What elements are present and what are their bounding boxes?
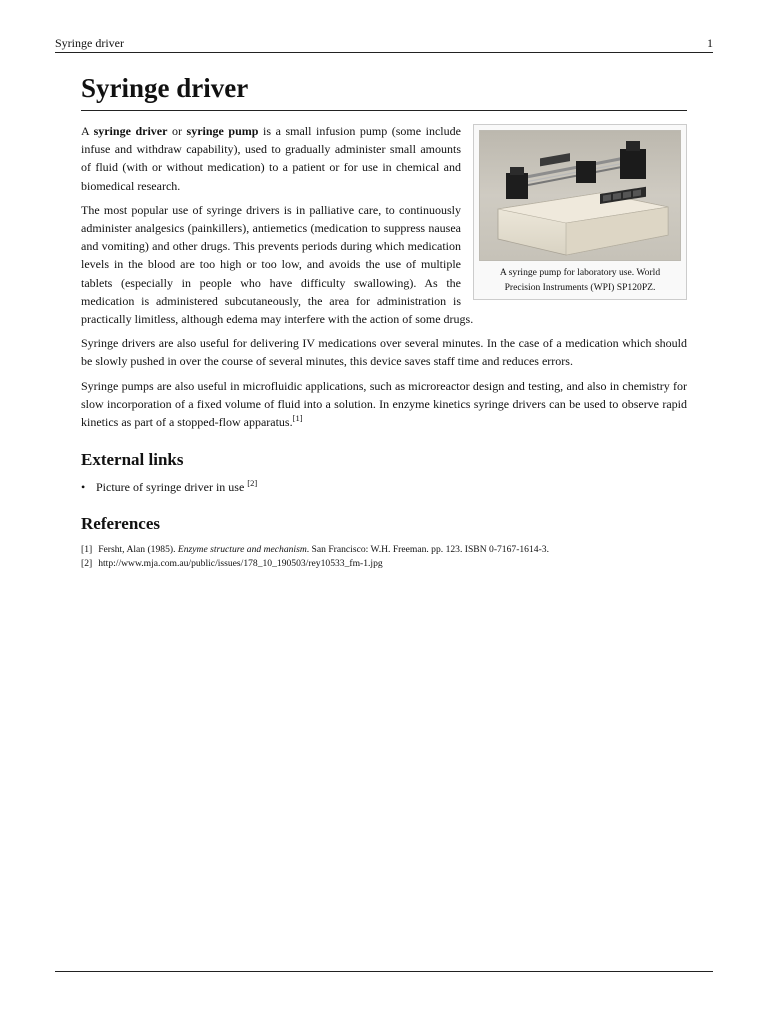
page-number: 1: [707, 36, 713, 50]
references-heading: References: [81, 514, 160, 534]
intro-rest: is a small infusion pump (some include infuse and withdraw capability), used to gradually administer small amounts of fluid (with or without medication) to a patient or for use in chemical and biomedical research.: [81, 124, 461, 193]
figure: [473, 124, 687, 300]
external-links-heading: External links: [81, 450, 184, 470]
references-list: [81, 543, 687, 570]
reference-title: Enzyme structure and mechanism: [177, 544, 307, 556]
syringe-pump-photo[interactable]: [479, 130, 681, 261]
page-title: Syringe driver: [81, 68, 687, 111]
bullet: •: [81, 480, 86, 495]
syringe-pump-illustration: [480, 131, 680, 260]
external-link-item: [81, 478, 687, 495]
reference-author: Fersht, Alan (1985).: [98, 544, 178, 556]
term-syringe-driver: syringe driver: [93, 124, 168, 138]
citation-link-1[interactable]: [1]: [292, 413, 303, 424]
figure-caption: A syringe pump for laboratory use. World Precision Instruments (WPI) SP120PZ.: [499, 267, 661, 293]
reference-number: [2]: [81, 557, 93, 569]
intro-prefix: A: [81, 124, 94, 138]
iv-paragraph: Syringe drivers are also useful for delivering IV medications over several minutes. In the case of a medication which should be slowly pushed in over the course of several minutes, this device saves staff time and reduces errors.: [81, 336, 687, 369]
external-links-list: [81, 479, 687, 495]
external-link-picture[interactable]: Picture of syringe driver in use: [96, 480, 245, 495]
reference-publisher: . San Francisco: W.H. Freeman. pp. 123. ISBN 0-7167-1614-3.: [306, 544, 549, 556]
reference-item: [81, 557, 687, 571]
reference-number: [1]: [81, 544, 93, 556]
reference-item: [81, 543, 687, 557]
running-header: [55, 36, 713, 53]
citation-link-2[interactable]: [2]: [247, 478, 258, 489]
microfluidic-paragraph: [81, 377, 687, 432]
reference-url[interactable]: http://www.mja.com.au/public/issues/178_10_190503/rey10533_fm-1.jpg: [98, 557, 383, 569]
microfluidic-text: Syringe pumps are also useful in microfluidic applications, such as microreactor design and testing, and also in chemistry for slow incorporation of a fixed volume of fluid into a solution. In enzyme kinetics syringe drivers can be used to observe rapid kinetics as part of a stopped-flow apparatus.: [81, 378, 687, 430]
palliative-paragraph: The most popular use of syringe drivers is in palliative care, to continuously administer analgesics (painkillers), antiemetics (medication to suppress nausea and vomiting) and other drugs. This prevents periods during which medication levels in the blood are too high or too low, and avoids the use of multiple tablets (especially in people who have difficulty swallowing). As the medication is administered subcutaneously, the area for administration is practically limitless, although edema may interfere with the action of some drugs.: [81, 202, 474, 327]
term-syringe-pump: syringe pump: [186, 124, 259, 138]
intro-or: or: [167, 124, 187, 138]
footer-rule: [55, 971, 713, 972]
article-body: [81, 122, 687, 570]
running-header-title: Syringe driver: [55, 36, 124, 50]
